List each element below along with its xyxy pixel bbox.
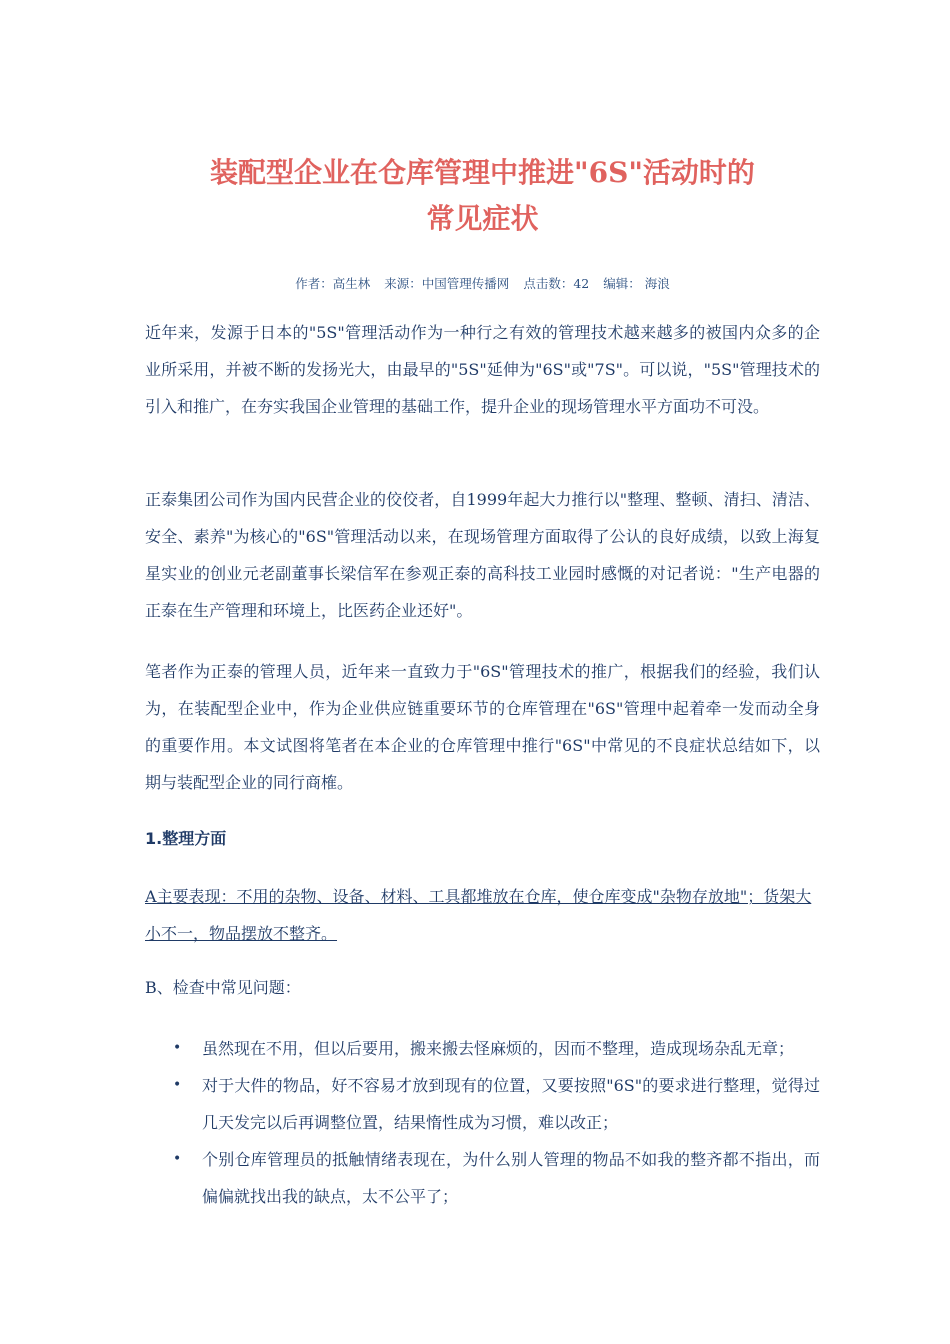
point-a-link[interactable]: A主要表现：不用的杂物、设备、材料、工具都堆放在仓库，使仓库变成"杂物存放地"；货架大小不一，物品摆放不整齐。 [145,887,812,943]
byline-source: 来源：中国管理传播网 [384,276,510,291]
section-heading: 1.整理方面 [145,829,227,848]
list-item-text: 对于大件的物品，好不容易才放到现有的位置，又要按照"6S"的要求进行整理，觉得过几天发完以后再调整位置，结果惰性成为习惯，难以改正； [202,1076,820,1132]
byline-editor: 编辑： 海浪 [603,276,670,291]
title-line-1: 装配型企业在仓库管理中推进"6S"活动时的 [210,156,755,189]
document-title [145,150,820,242]
problem-list [145,1030,820,1215]
title-line-2: 常见症状 [426,202,539,235]
paragraph-intro: 近年来，发源于日本的"5S"管理活动作为一种行之有效的管理技术越来越多的被国内众多的企业所采用，并被不断的发扬光大，由最早的"5S"延伸为"6S"或"7S"。可以说，"5S"管理技术的引入和推广，在夯实我国企业管理的基础工作，提升企业的现场管理水平方面功不可没。 [145,323,820,416]
point-b: B、检查中常见问题： [145,978,301,997]
paragraph-chint: 正泰集团公司作为国内民营企业的佼佼者，自1999年起大力推行以"整理、整顿、清扫、清洁、安全、素养"为核心的"6S"管理活动以来，在现场管理方面取得了公认的良好成绩，以致上海复星实业的创业元老副董事长梁信军在参观正泰的高科技工业园时感慨的对记者说："生产电器的正泰在生产管理和环境上，比医药企业还好"。 [145,490,820,620]
list-item [145,1141,820,1215]
list-item [145,1067,820,1141]
point-a [145,878,820,952]
paragraph-author: 笔者作为正泰的管理人员，近年来一直致力于"6S"管理技术的推广，根据我们的经验，我们认为，在装配型企业中，作为企业供应链重要环节的仓库管理在"6S"管理中起着牵一发而动全身的重要作用。本文试图将笔者在本企业的仓库管理中推行"6S"中常见的不良症状总结如下，以期与装配型企业的同行商榷。 [145,662,820,792]
list-item [145,1030,820,1067]
byline-clicks: 点击数：42 [523,276,590,291]
bullet-icon: • [173,1151,182,1167]
list-item-text: 个别仓库管理员的抵触情绪表现在，为什么别人管理的物品不如我的整齐都不指出，而偏偏就找出我的缺点，太不公平了； [202,1150,820,1206]
list-item-text: 虽然现在不用，但以后要用，搬来搬去怪麻烦的，因而不整理，造成现场杂乱无章； [202,1039,795,1058]
byline-author: 作者：高生林 [295,276,371,291]
bullet-icon: • [173,1040,182,1056]
bullet-icon: • [173,1077,182,1093]
byline [145,274,820,292]
